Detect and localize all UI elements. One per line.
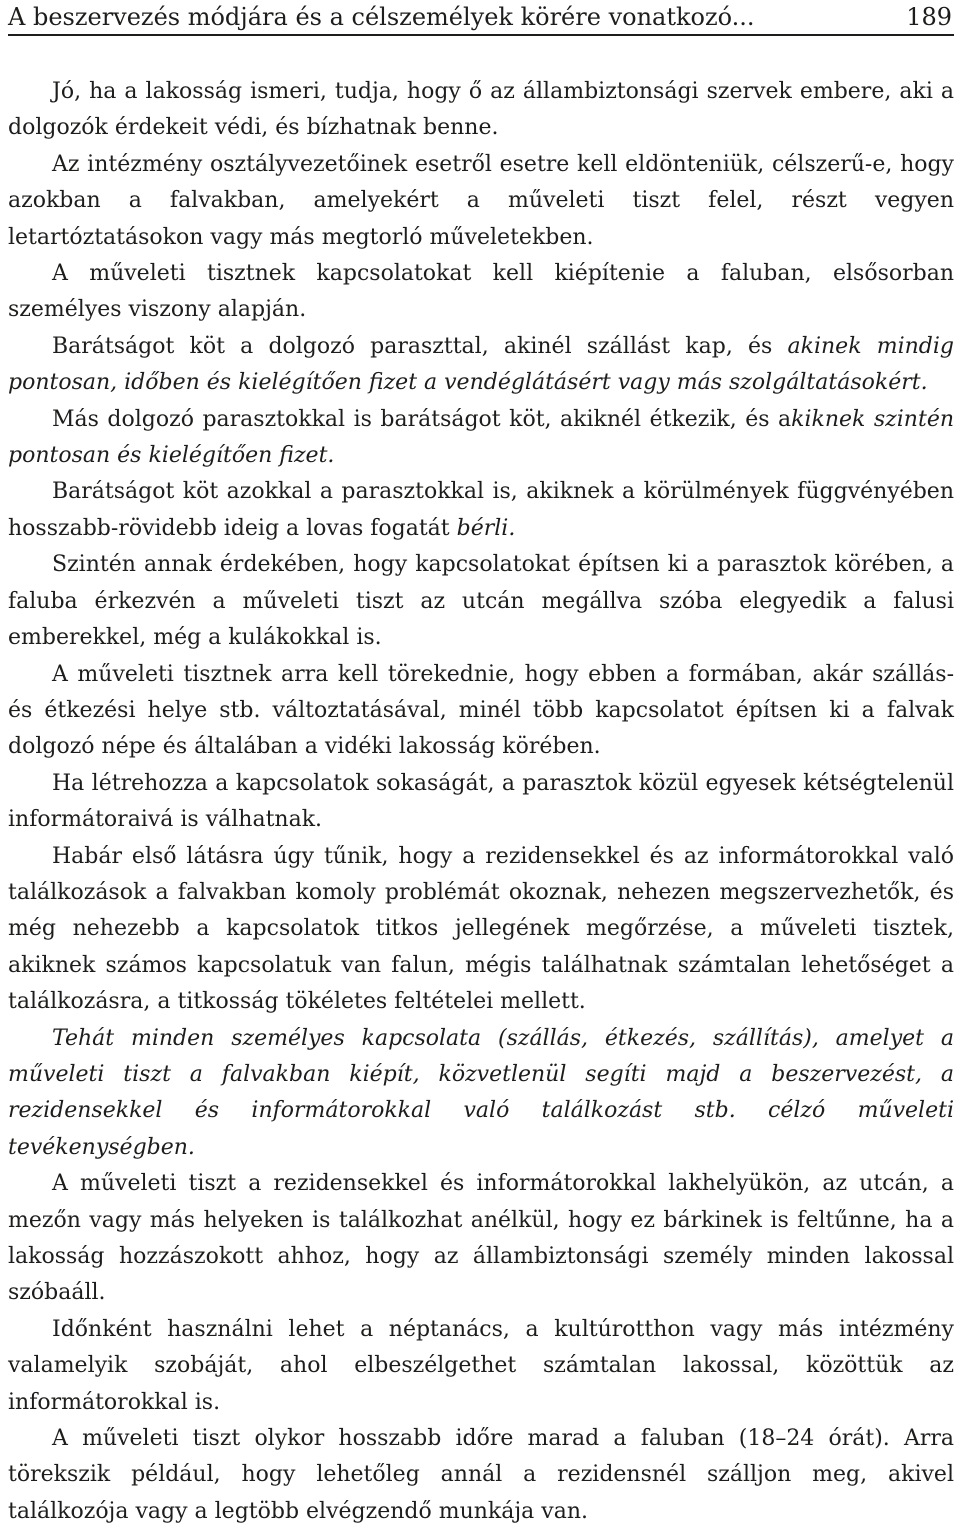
paragraph-14 — [8, 1421, 954, 1530]
paragraph-1 — [8, 74, 954, 147]
paragraph-4 — [8, 329, 954, 402]
paragraph-text: A műveleti tisztnek kapcsolatokat kell kiépítenie a faluban, elsősorban személyes viszony alapján. — [8, 261, 954, 323]
paragraph-7 — [8, 547, 954, 656]
paragraph-text: Az intézmény osztályvezetőinek esetről esetre kell eldönteniük, célszerű-e, hogy azokban a falvakban, amelyekért a műveleti tiszt felel, részt vegyen letartóztatásokon vagy más megtorló műveletekben. — [8, 151, 954, 250]
paragraph-text: Barátságot köt a dolgozó paraszttal, akinél szállást kap, és — [52, 333, 788, 359]
paragraph-8 — [8, 657, 954, 766]
paragraph-2 — [8, 147, 954, 256]
paragraph-text: Ha létrehozza a kapcsolatok sokaságát, a parasztok közül egyesek kétségtelenül informátoraivá is válhatnak. — [8, 770, 954, 833]
paragraph-italic-text: Tehát minden személyes kapcsolata (szállás, étkezés, szállítás), amelyet a műveleti tiszt a falvakban kiépít, közvetlenül segíti majd a beszervezést, a rezidensekkel és informátorokkal való találkozást stb. célzó műveleti tevékenységben. — [8, 1025, 954, 1160]
running-title: A beszervezés módjára és a célszemélyek körére vonatkozó... — [8, 3, 755, 31]
paragraph-11 — [8, 1021, 954, 1167]
paragraph-text: Más dolgozó parasztokkal is barátságot köt, akiknél étkezik, és a — [52, 406, 792, 432]
paragraph-text: Időnként használni lehet a néptanács, a kultúrotthon vagy más intézmény valamelyik szobáját, ahol elbeszélgethet számtalan lakossal, közöttük az informátorokkal is. — [8, 1316, 954, 1415]
body-text — [8, 74, 954, 1530]
paragraph-text: Barátságot köt azokkal a parasztokkal is, akiknek a körülmények függvényében hosszabb-rövidebb ideig a lovas fogatát — [8, 479, 954, 541]
paragraph-text: Szintén annak érdekében, hogy kapcsolatokat építsen ki a parasztok körében, a faluba érkezvén a műveleti tiszt az utcán megállva szóba elegyedik a falusi emberekkel, még a kulákokkal is. — [8, 552, 954, 651]
paragraph-5 — [8, 402, 954, 475]
paragraph-italic-text: kiknek szintén pontosan és kielégítően fizet. — [8, 406, 955, 469]
paragraph-italic-text: bérli. — [456, 515, 516, 541]
paragraph-13 — [8, 1312, 954, 1421]
paragraph-10 — [8, 839, 954, 1021]
paragraph-12 — [8, 1166, 954, 1312]
paragraph-text: A műveleti tiszt olykor hosszabb időre marad a faluban (18–24 órát). Arra törekszik például, hogy lehetőleg annál a rezidensnél szálljon meg, akivel találkozója vagy a legtöbb elvégzendő munkája van. — [8, 1426, 954, 1524]
paragraph-text: A műveleti tiszt a rezidensekkel és informátorokkal lakhelyükön, az utcán, a mezőn vagy más helyeken is találkozhat anélkül, hogy ez bárkinek is feltűnne, ha a lakosság hozzászokott ahhoz, hogy az állambiztonsági személy minden lakossal szóbaáll. — [8, 1171, 954, 1306]
page-number: 189 — [906, 3, 952, 31]
paragraph-9 — [8, 766, 954, 839]
paragraph-6 — [8, 474, 954, 547]
running-header — [8, 0, 954, 36]
paragraph-text: Jó, ha a lakosság ismeri, tudja, hogy ő az állambiztonsági szervek embere, aki a dolgozók érdekeit védi, és bízhatnak benne. — [8, 79, 954, 141]
paragraph-text: Habár első látásra úgy tűnik, hogy a rezidensekkel és az informátorokkal való találkozások a falvakban komoly problémát okoznak, nehezen megszervezhetők, és még nehezebb a kapcsolatok titkos jellegének megőrzése, a műveleti tisztek, akiknek számos kapcsolatuk van falun, mégis találhatnak számtalan lehetőséget a találkozásra, a titkosság tökéletes feltételei mellett. — [8, 843, 954, 1015]
paragraph-text: A műveleti tisztnek arra kell törekednie, hogy ebben a formában, akár szállás- és étkezési helye stb. változtatásával, minél több kapcsolatot építsen ki a falvak dolgozó népe és általában a vidéki lakosság körében. — [8, 661, 954, 760]
paragraph-italic-text: akinek mindig pontosan, időben és kielégítően fizet a vendéglátásért vagy más szolgáltatásokért. — [8, 333, 954, 396]
paragraph-3 — [8, 256, 954, 329]
